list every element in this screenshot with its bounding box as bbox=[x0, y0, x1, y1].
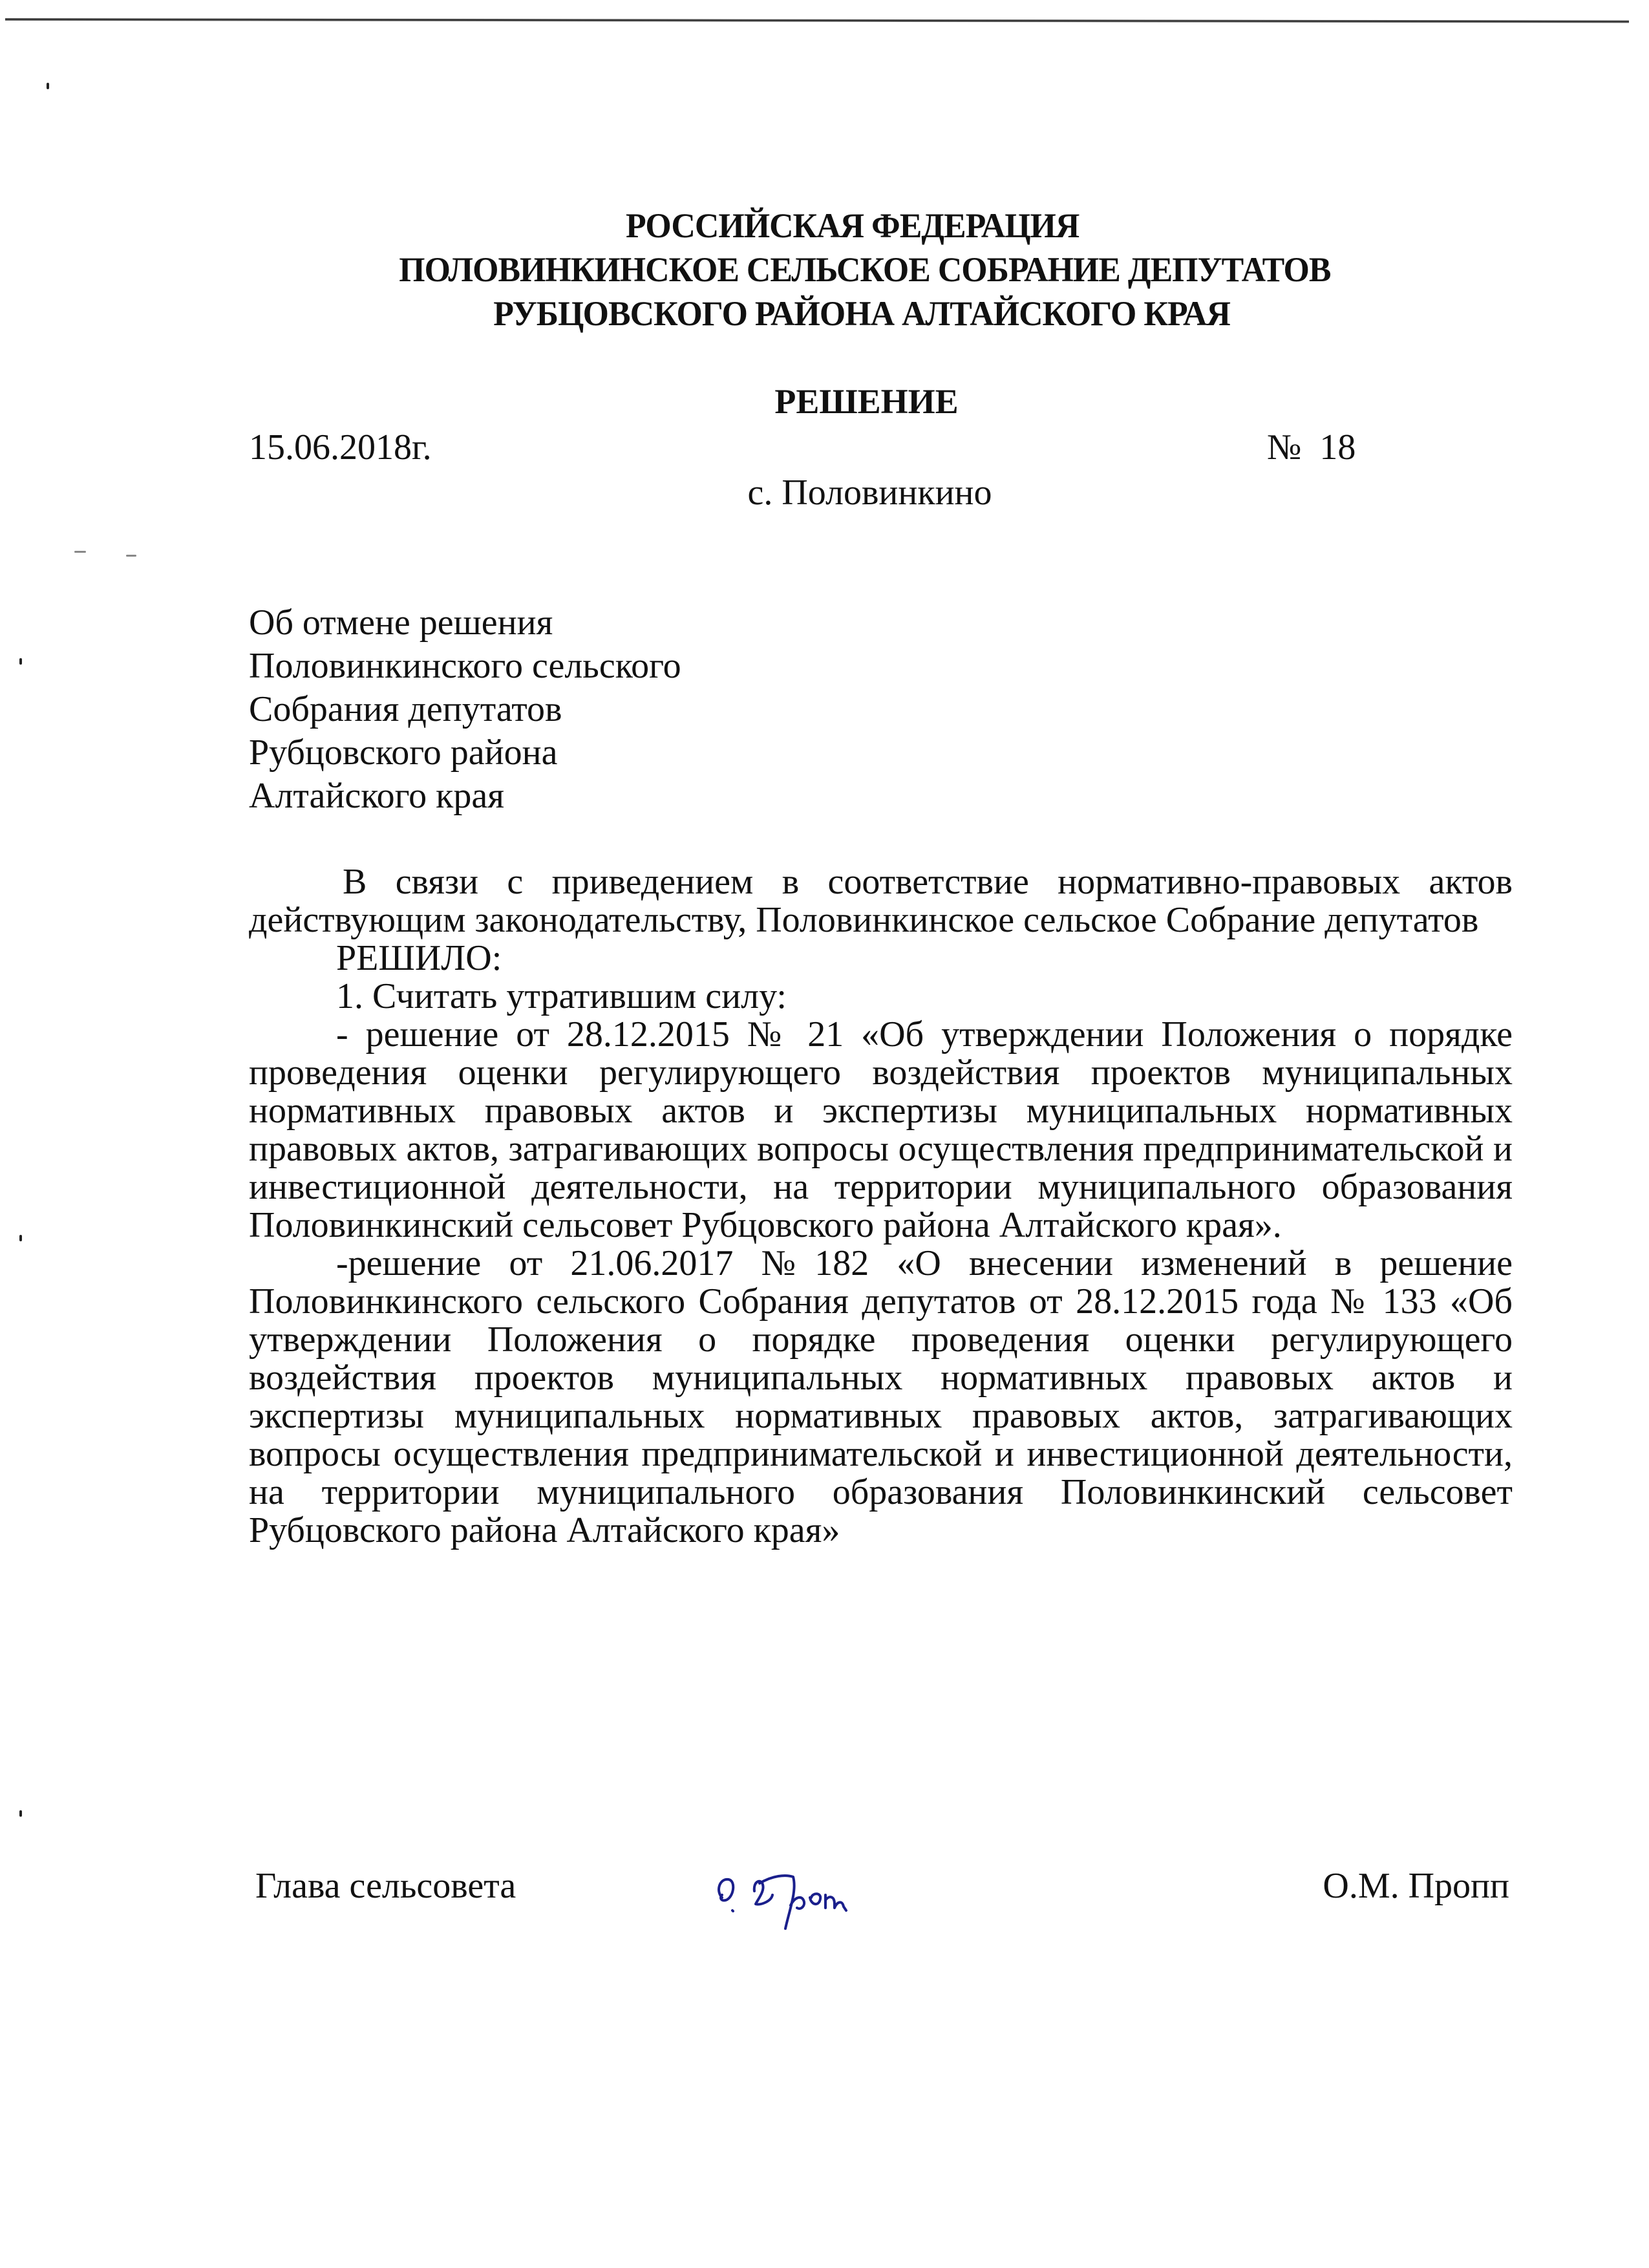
scan-edge-line bbox=[5, 18, 1629, 23]
document-header bbox=[33, 204, 1616, 336]
document-place: с. Половинкино bbox=[747, 473, 992, 513]
repealed-decision-2: -решение от 21.06.2017 №182 «О внесении изменений в решение Половинкинского сельского Собрания депутатов от 28.12.2015 года № 133 «Об утверждении Положения о порядке проведения оценки регулирующего воздействия проектов муниципальных нормативных правовых актов и экспертизы муниципальных нормативных правовых актов, затрагивающих вопросы осуществления предпринимательской и инвестиционной деятельности, на территории муниципального образования Половинкинский сельсовет Рубцовского района Алтайского края» bbox=[249, 1243, 1513, 1550]
margin-mark bbox=[19, 1810, 22, 1817]
margin-mark bbox=[19, 1235, 22, 1241]
handwritten-signature-icon bbox=[714, 1852, 882, 1936]
scan-speck bbox=[74, 551, 86, 553]
margin-mark bbox=[19, 658, 22, 665]
signatory-title: Глава сельсовета bbox=[255, 1866, 516, 1906]
margin-mark bbox=[47, 83, 49, 89]
header-country: РОССИЙСКАЯ ФЕДЕРАЦИЯ bbox=[626, 206, 1080, 245]
subject-line: Половинкинского сельского bbox=[249, 646, 681, 686]
subject-line: Об отмене решения bbox=[249, 603, 553, 643]
document-body bbox=[249, 863, 1513, 1550]
scan-speck bbox=[126, 555, 136, 557]
subject-line: Рубцовского района bbox=[249, 733, 558, 773]
document-type: РЕШЕНИЕ bbox=[774, 382, 959, 421]
subject-line: Алтайского края bbox=[249, 776, 504, 816]
document-date: 15.06.2018г. bbox=[249, 427, 432, 467]
repealed-decision-1: - решение от 28.12.2015 № 21 «Об утверждении Положения о порядке проведения оценки регулирующего воздействия проектов муниципальных нормативных правовых актов и экспертизы муниципальных нормативных правовых актов, затрагивающих вопросы осуществления предпринимательской и инвестиционной деятельности, на территории муниципального образования Половинкинский сельсовет Рубцовского района Алтайского края». bbox=[249, 1014, 1513, 1245]
signatory-name: О.М. Пропп bbox=[1323, 1866, 1509, 1906]
document-subject bbox=[249, 601, 681, 818]
header-council: ПОЛОВИНКИНСКОЕ СЕЛЬСКОЕ СОБРАНИЕ ДЕПУТАТОВ bbox=[399, 250, 1331, 289]
document-number: № 18 bbox=[1267, 427, 1356, 467]
header-region: РУБЦОВСКОГО РАЙОНА АЛТАЙСКОГО КРАЯ bbox=[493, 294, 1231, 333]
signature-block bbox=[255, 1859, 1509, 1936]
preamble-paragraph: В связи с приведением в соответствие нормативно-правовых актов действующим законодательству, Половинкинское сельское Собрание депутатов bbox=[249, 862, 1513, 940]
subject-line: Собрания депутатов bbox=[249, 689, 562, 729]
item-1: 1. Считать утратившим силу: bbox=[336, 976, 787, 1016]
resolved-label: РЕШИЛО: bbox=[336, 938, 502, 978]
